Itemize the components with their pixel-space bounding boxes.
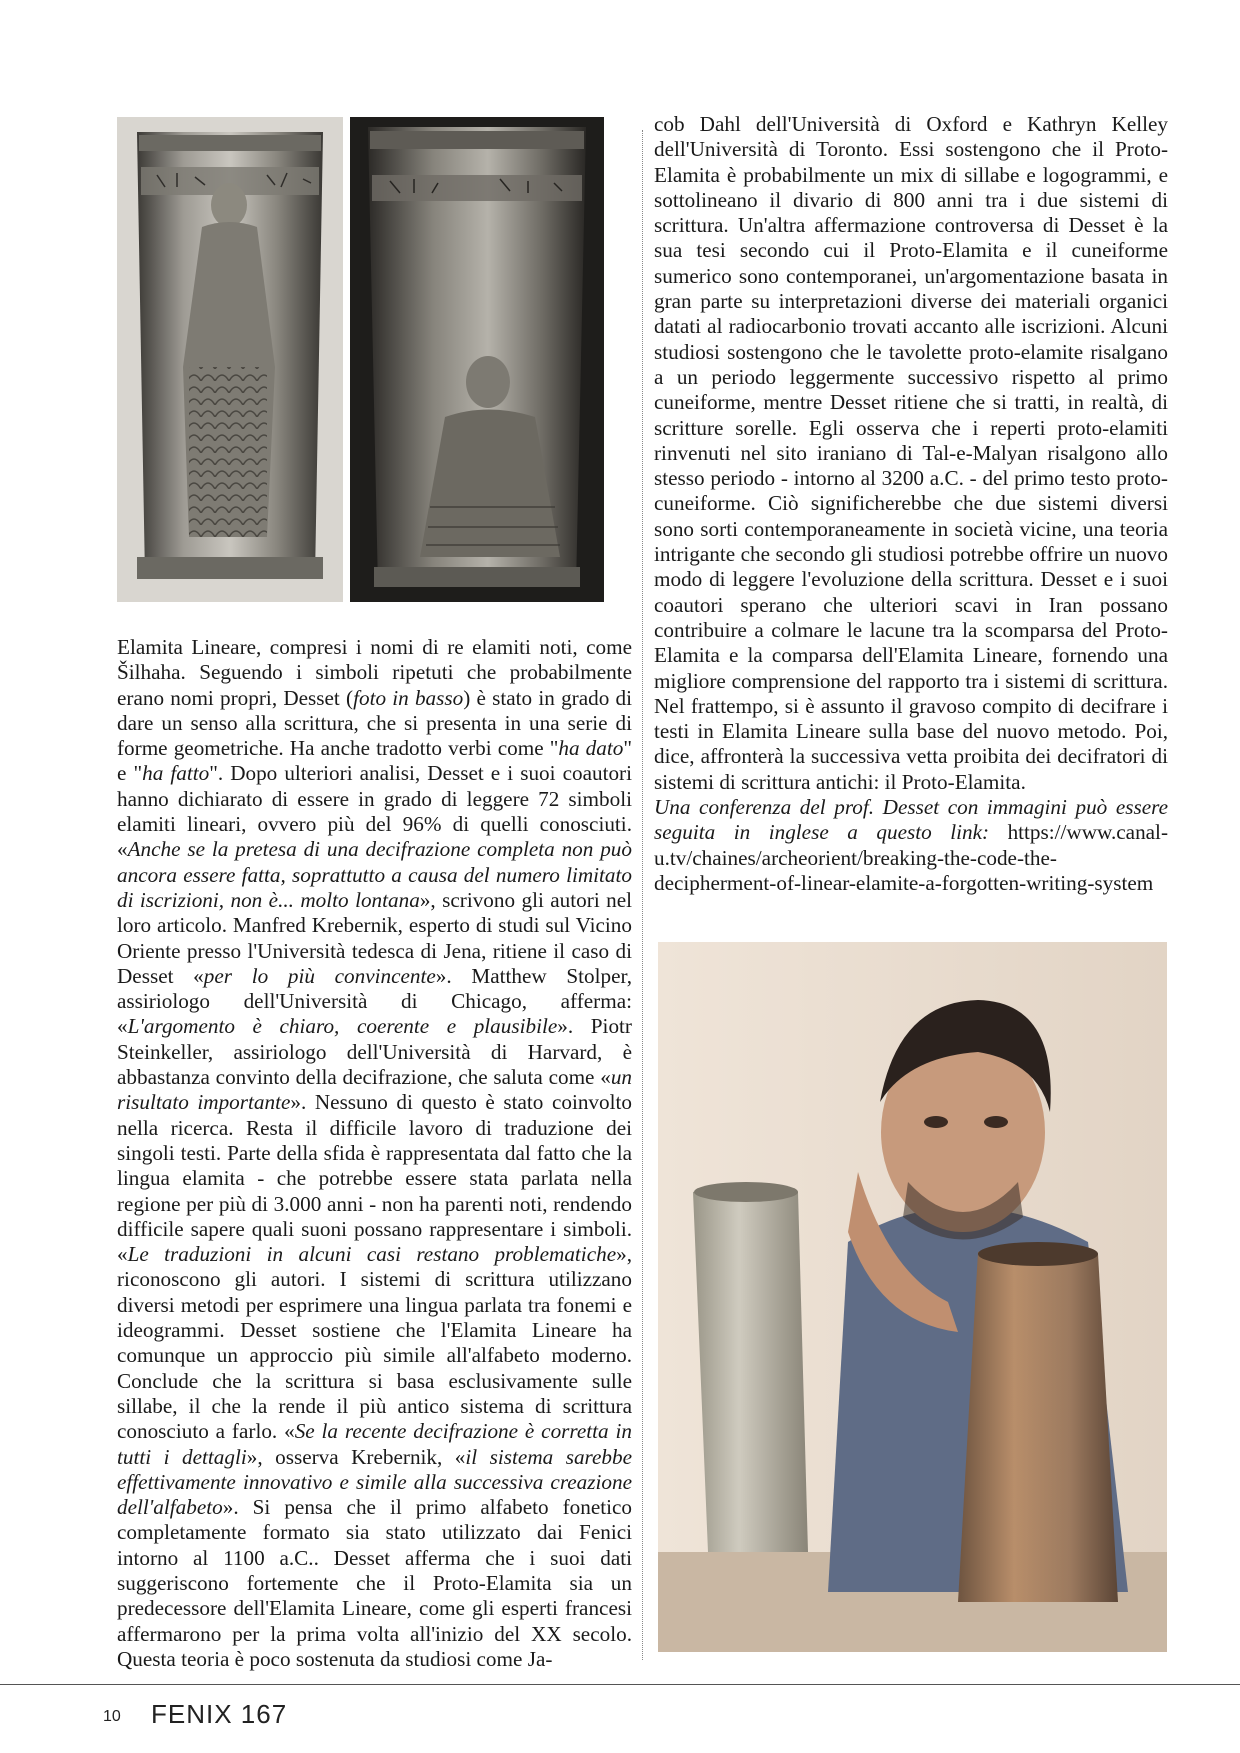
column-divider [642, 130, 643, 1660]
silver-vase-photo-standing-figure [117, 117, 343, 602]
article-column-right [654, 112, 1168, 896]
magazine-title: FENIX 167 [151, 1699, 288, 1729]
portrait-photo-desset [658, 942, 1167, 1652]
article-column-left [117, 635, 632, 1672]
lecture-note: Una conferenza del prof. Desset con immagini può essere seguita in inglese a questo link: https://www.canal-u.tv/chaines/archeorient/breaking-the-code-the-decipherment-of-linear-elamite-a-forgotten-writing-system [654, 795, 1169, 895]
lecture-link[interactable]: https://www.canal-u.tv/chaines/archeorient/breaking-the-code-the-decipherment-of-linear-elamite-a-forgotten-writing-system [654, 820, 1169, 895]
article-paragraph: Elamita Lineare, compresi i nomi di re elamiti noti, come Šilhaha. Seguendo i simboli ripetuti che probabilmente erano nomi propri, Desset (foto in basso) è stato in grado di dare un senso alla scrittura, che si presenta in una serie di forme geometriche. Ha anche tradotto verbi come "ha dato" e "ha fatto". Dopo ulteriori analisi, Desset e i suoi coautori hanno dichiarato di essere in grado di leggere 72 simboli elamiti lineari, ovvero più del 96% di quelli conosciuti. «Anche se la pretesa di una decifrazione completa non può ancora essere fatta, soprattutto a causa del numero limitato di iscrizioni, non è... molto lontana», scrivono gli autori nel loro articolo. Manfred Krebernik, esperto di studi sul Vicino Oriente presso l'Università tedesca di Jena, ritiene il caso di Desset «per lo più convincente». Matthew Stolper, assiriologo dell'Università di Chicago, afferma: «L'argomento è chiaro, coerente e plausibile». Piotr Steinkeller, assiriologo dell'Università di Harvard, è abbastanza convinto della decifrazione, che saluta come «un risultato importante». Nessuno di questo è stato coinvolto nella ricerca. Resta il difficile lavoro di traduzione dei singoli testi. Parte della sfida è rappresentata dal fatto che la lingua elamita - che potrebbe essere stata parlata nella regione per più di 3.000 anni - non ha parenti noti, rendendo difficile sapere quali suoni possano rappresentare i simboli. «Le traduzioni in alcuni casi restano problematiche», riconoscono gli autori. I sistemi di scrittura utilizzano diversi metodi per esprimere una lingua parlata tra fonemi e ideogrammi. Desset sostiene che l'Elamita Lineare ha comunque un approccio più simile all'alfabeto moderno. Conclude che la scrittura si basa esclusivamente sulle sillabe, il che la rende il più antico sistema di scrittura conosciuto a farlo. «Se la recente decifrazione è corretta in tutti i dettagli», osserva Krebernik, «il sistema sarebbe effettivamente innovativo e simile alla successiva creazione dell'alfabeto». Si pensa che il primo alfabeto fonetico completamente formato sia stato utilizzato dai Fenici intorno al 1100 a.C.. Desset afferma che i suoi dati suggeriscono fortemente che il Proto-Elamita sia un predecessore dell'Elamita Lineare, come gli esperti francesi affermarono per la prima volta all'inizio del XX secolo. Questa teoria è poco sostenuta da studiosi come Ja- [117, 635, 633, 1671]
page-number: 10 [103, 1708, 121, 1725]
article-paragraph: cob Dahl dell'Università di Oxford e Kathryn Kelley dell'Università di Toronto. Essi sostengono che il Proto-Elamita è probabilmente un mix di sillabe e logogrammi, e sottolineano il divario di 800 anni tra i due sistemi di scrittura. Un'altra affermazione controversa di Desset è la sua tesi secondo cui il Proto-Elamita e il cuneiforme sumerico sono contemporanei, un'argomentazione basata in gran parte su interpretazioni diverse dei materiali organici datati al radiocarbonio trovati accanto alle iscrizioni. Alcuni studiosi sostengono che le tavolette proto-elamite risalgano a un periodo leggermente successivo rispetto al primo cuneiforme, mentre Desset ritiene che si tratti, in realtà, di scritture sorelle. Egli osserva che i reperti proto-elamiti rinvenuti nel sito iraniano di Tal-e-Malyan risalgono allo stesso periodo - intorno al 3200 a.C. - del primo testo proto-cuneiforme. Ciò significherebbe che due sistemi diversi sono sorti contemporaneamente in società vicine, una teoria intrigante che secondo gli studiosi potrebbe offrire un nuovo modo di leggere l'evoluzione della scrittura. Desset e i suoi coautori sperano che ulteriori scavi in Iran possano contribuire a colmare le lacune tra la scomparsa del Proto-Elamita e la comparsa dell'Elamita Lineare, fornendo una migliore comprensione del rapporto tra i sistemi di scrittura. Nel frattempo, si è assunto il gravoso compito di decifrare i testi in Elamita Lineare sulla base del nuovo metodo. Poi, dice, affronterà la successiva vetta proibita dei decifratori di sistemi di scrittura antichi: il Proto-Elamita. [654, 112, 1168, 794]
silver-vase-photo-seated-figure [350, 117, 604, 602]
footer-rule [0, 1684, 1240, 1685]
